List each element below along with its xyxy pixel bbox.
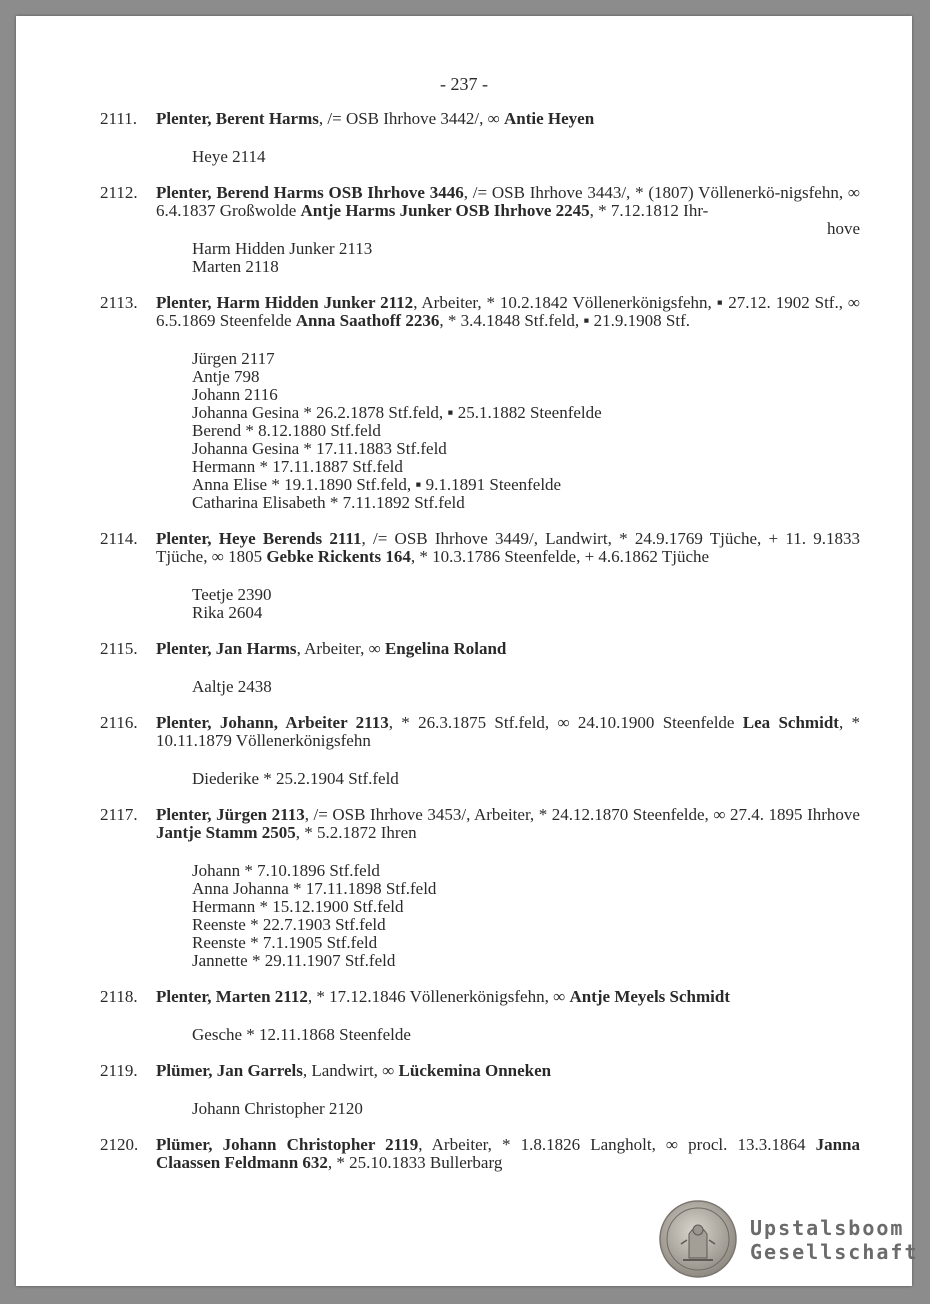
child-item: Johanna Gesina * 26.2.1878 Stf.feld, ▪ 25.1.1882 Steenfelde [192, 403, 602, 422]
entry-text [156, 110, 860, 128]
entries-list [100, 110, 860, 1190]
entry-number: 2119. [100, 1061, 138, 1080]
children-list [192, 1026, 860, 1044]
child-item: Gesche * 12.11.1868 Steenfelde [192, 1025, 411, 1044]
child-item: Reenste * 22.7.1903 Stf.feld [192, 915, 386, 934]
person-name: Antje Meyels Schmidt [569, 987, 730, 1006]
entry-text [156, 1136, 860, 1172]
children-list [192, 240, 860, 276]
person-name: Plenter, Berend Harms OSB Ihrhove 3446 [156, 183, 464, 202]
genealogy-entry [100, 988, 860, 1044]
children-list [192, 678, 860, 696]
person-name: Plümer, Jan Garrels [156, 1061, 303, 1080]
entry-detail: , Landwirt, ∞ [302, 1061, 399, 1080]
person-name: Plenter, Berent Harms [156, 109, 319, 128]
entry-text [156, 294, 860, 330]
child-item: Rika 2604 [192, 603, 263, 622]
genealogy-entry [100, 714, 860, 788]
child-item: Anna Johanna * 17.11.1898 Stf.feld [192, 879, 437, 898]
genealogy-entry [100, 294, 860, 512]
entry-text [156, 714, 860, 750]
entry-detail: , * 7.12.1812 Ihr- [589, 201, 709, 220]
child-item: Johanna Gesina * 17.11.1883 Stf.feld [192, 439, 447, 458]
entry-detail: , * 26.3.1875 Stf.feld, ∞ 24.10.1900 Steenfelde [388, 713, 743, 732]
entry-text [156, 806, 860, 842]
page-number: - 237 - [440, 74, 488, 94]
genealogy-entry [100, 1136, 860, 1172]
entry-detail: , Arbeiter, ∞ [296, 639, 385, 658]
entry-continuation: hove [826, 219, 860, 238]
child-item: Marten 2118 [192, 257, 279, 276]
entry-detail: , * 10.3.1786 Steenfelde, + 4.6.1862 Tjüche [410, 547, 710, 566]
entry-number: 2111. [100, 109, 137, 128]
genealogy-entry [100, 806, 860, 970]
entry-text [156, 184, 860, 238]
child-item: Johann * 7.10.1896 Stf.feld [192, 861, 380, 880]
entry-detail: , /= OSB Ihrhove 3443/, * (1807) Völlenerkö-nigsfehn, ∞ 6.4.1837 Großwolde [156, 183, 860, 220]
child-item: Hermann * 15.12.1900 Stf.feld [192, 897, 404, 916]
entry-detail: , * 10.11.1879 Völlenerkönigsfehn [156, 713, 860, 750]
entry-detail: , /= OSB Ihrhove 3442/, ∞ [318, 109, 504, 128]
children-list [192, 586, 860, 622]
person-name: Jantje Stamm 2505 [156, 823, 296, 842]
genealogy-entry [100, 110, 860, 166]
entry-detail: , * 25.10.1833 Bullerbarg [327, 1153, 503, 1172]
child-item: Catharina Elisabeth * 7.11.1892 Stf.feld [192, 493, 465, 512]
entry-text [156, 640, 860, 658]
entry-number: 2113. [100, 293, 138, 312]
org-line-1: Upstalsboom [750, 1216, 905, 1240]
person-name: Plenter, Heye Berends 2111 [156, 529, 362, 548]
seal-logo-icon [659, 1200, 737, 1278]
person-name: Plenter, Jürgen 2113 [156, 805, 305, 824]
person-name: Engelina Roland [384, 639, 507, 658]
child-item: Reenste * 7.1.1905 Stf.feld [192, 933, 378, 952]
person-name: Plenter, Marten 2112 [156, 987, 308, 1006]
person-name: Plenter, Johann, Arbeiter 2113 [156, 713, 389, 732]
child-item: Berend * 8.12.1880 Stf.feld [192, 421, 381, 440]
genealogy-entry [100, 184, 860, 276]
genealogy-entry [100, 530, 860, 622]
child-item: Hermann * 17.11.1887 Stf.feld [192, 457, 403, 476]
entry-text [156, 530, 860, 566]
entry-number: 2117. [100, 805, 138, 824]
entry-detail: , /= OSB Ihrhove 3449/, Landwirt, * 24.9.1769 Tjüche, + 11. 9.1833 Tjüche, ∞ 1805 [156, 529, 860, 566]
entry-number: 2114. [100, 529, 138, 548]
child-item: Jannette * 29.11.1907 Stf.feld [192, 951, 396, 970]
genealogy-entry [100, 640, 860, 696]
child-item: Harm Hidden Junker 2113 [192, 239, 373, 258]
person-name: Lea Schmidt [742, 713, 839, 732]
entry-number: 2116. [100, 713, 138, 732]
entry-number: 2115. [100, 639, 138, 658]
children-list [192, 862, 860, 970]
children-list [192, 148, 860, 166]
organization-name [750, 1216, 919, 1264]
children-list [192, 1100, 860, 1118]
person-name: Antje Harms Junker OSB Ihrhove 2245 [300, 201, 590, 220]
entry-number: 2112. [100, 183, 138, 202]
entry-text [156, 1062, 860, 1080]
child-item: Heye 2114 [192, 147, 266, 166]
entry-number: 2118. [100, 987, 138, 1006]
entry-detail: , * 3.4.1848 Stf.feld, ▪ 21.9.1908 Stf. [439, 311, 690, 330]
child-item: Teetje 2390 [192, 585, 272, 604]
children-list [192, 350, 860, 512]
document-page [16, 16, 919, 1286]
entry-detail: , * 5.2.1872 Ihren [295, 823, 417, 842]
entry-detail: , /= OSB Ihrhove 3453/, Arbeiter, * 24.12.1870 Steenfelde, ∞ 27.4. 1895 Ihrhove [304, 805, 860, 824]
child-item: Aaltje 2438 [192, 677, 272, 696]
person-name: Anna Saathoff 2236 [295, 311, 440, 330]
entry-detail: , Arbeiter, * 1.8.1826 Langholt, ∞ procl. 13.3.1864 [418, 1135, 816, 1154]
person-name: Antie Heyen [503, 109, 595, 128]
child-item: Johann 2116 [192, 385, 278, 404]
entry-number: 2120. [100, 1135, 139, 1154]
person-name: Plümer, Johann Christopher 2119 [156, 1135, 419, 1154]
child-item: Diederike * 25.2.1904 Stf.feld [192, 769, 399, 788]
entry-text [156, 988, 860, 1006]
person-name: Plenter, Jan Harms [156, 639, 297, 658]
child-item: Johann Christopher 2120 [192, 1099, 363, 1118]
child-item: Anna Elise * 19.1.1890 Stf.feld, ▪ 9.1.1891 Steenfelde [192, 475, 562, 494]
person-name: Lückemina Onneken [398, 1061, 552, 1080]
person-name: Plenter, Harm Hidden Junker 2112 [156, 293, 414, 312]
children-list [192, 770, 860, 788]
genealogy-entry [100, 1062, 860, 1118]
child-item: Antje 798 [192, 367, 260, 386]
org-line-2: Gesellschaft [750, 1240, 919, 1264]
entry-detail: , Arbeiter, * 10.2.1842 Völlenerkönigsfehn, ▪ 27.12. 1902 Stf., ∞ 6.5.1869 Steenfelde [156, 293, 860, 330]
child-item: Jürgen 2117 [192, 349, 275, 368]
person-name: Janna Claassen Feldmann 632 [156, 1135, 860, 1172]
person-name: Gebke Rickents 164 [266, 547, 411, 566]
entry-detail: , * 17.12.1846 Völlenerkönigsfehn, ∞ [307, 987, 570, 1006]
